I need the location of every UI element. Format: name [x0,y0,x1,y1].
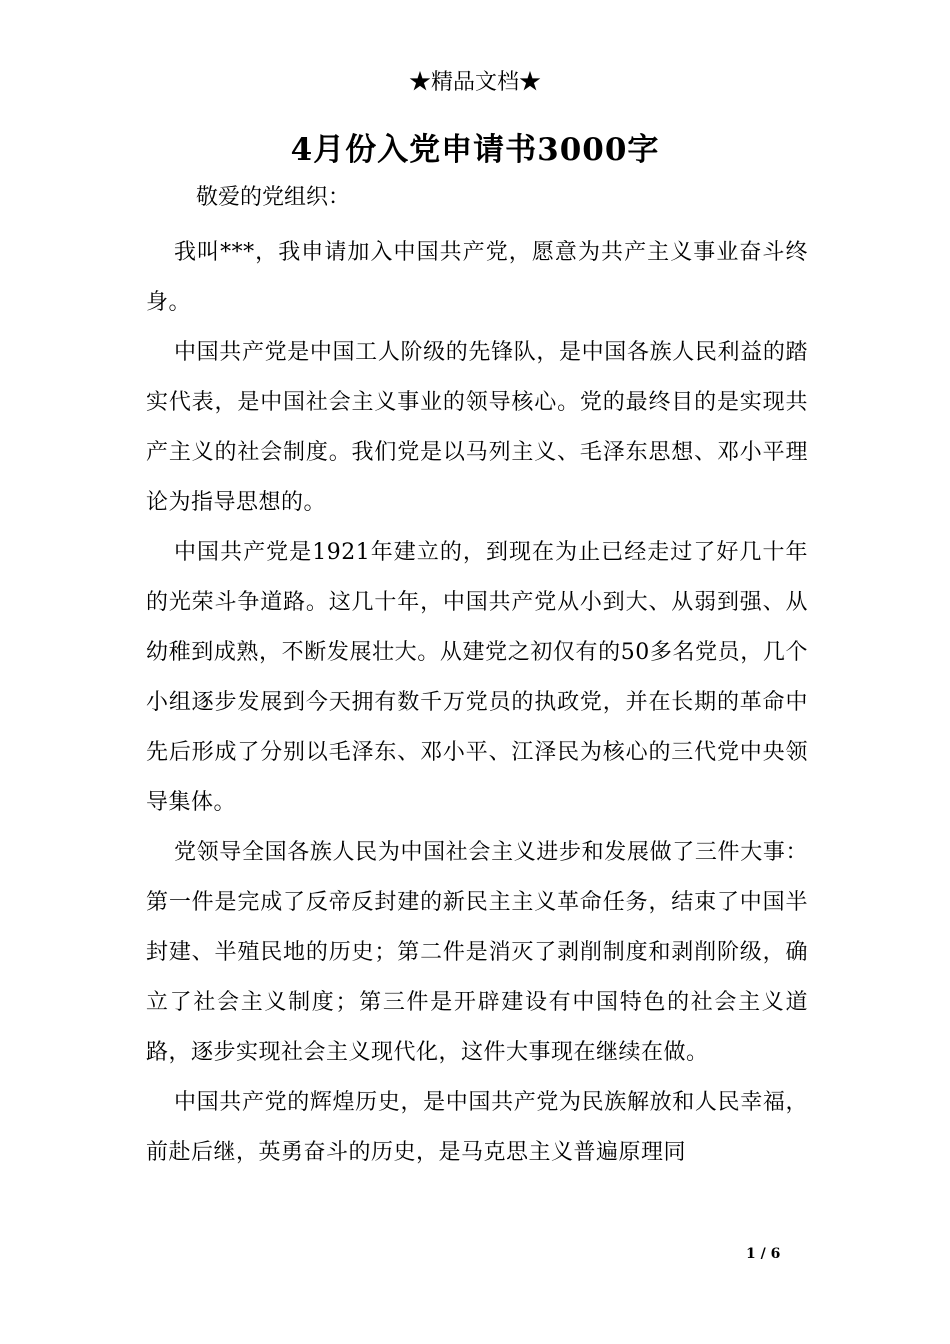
paragraph: 我叫***，我申请加入中国共产党，愿意为共产主义事业奋斗终身。 [146,240,808,315]
header-mark: ★精品文档★ [408,70,541,95]
paragraph: 中国共产党是中国工人阶级的先锋队，是中国各族人民利益的踏实代表，是中国社会主义事业的领导核心。党的最终目的是实现共产主义的社会制度。我们党是以马列主义、毛泽东思想、邓小平理论为指导思想的。 [146,340,808,515]
paragraph: 中国共产党的辉煌历史，是中国共产党为民族解放和人民幸福，前赴后继，英勇奋斗的历史，是马克思主义普遍原理同 [146,1090,808,1165]
document-body [146,228,808,1178]
paragraph: 党领导全国各族人民为中国社会主义进步和发展做了三件大事：第一件是完成了反帝反封建的新民主主义革命任务，结束了中国半封建、半殖民地的历史；第二件是消灭了剥削制度和剥削阶级，确立了社会主义制度；第三件是开辟建设有中国特色的社会主义道路，逐步实现社会主义现代化，这件大事现在继续在做。 [146,840,808,1065]
document-title: 4月份入党申请书3000字 [290,132,660,168]
page-number: 1 / 6 [746,1246,781,1262]
salutation: 敬爱的党组织： [196,185,351,210]
paragraph: 中国共产党是1921年建立的，到现在为止已经走过了好几十年的光荣斗争道路。这几十年，中国共产党从小到大、从弱到强、从幼稚到成熟，不断发展壮大。从建党之初仅有的50多名党员，几个小组逐步发展到今天拥有数千万党员的执政党，并在长期的革命中先后形成了分别以毛泽东、邓小平、江泽民为核心的三代党中央领导集体。 [146,540,808,815]
